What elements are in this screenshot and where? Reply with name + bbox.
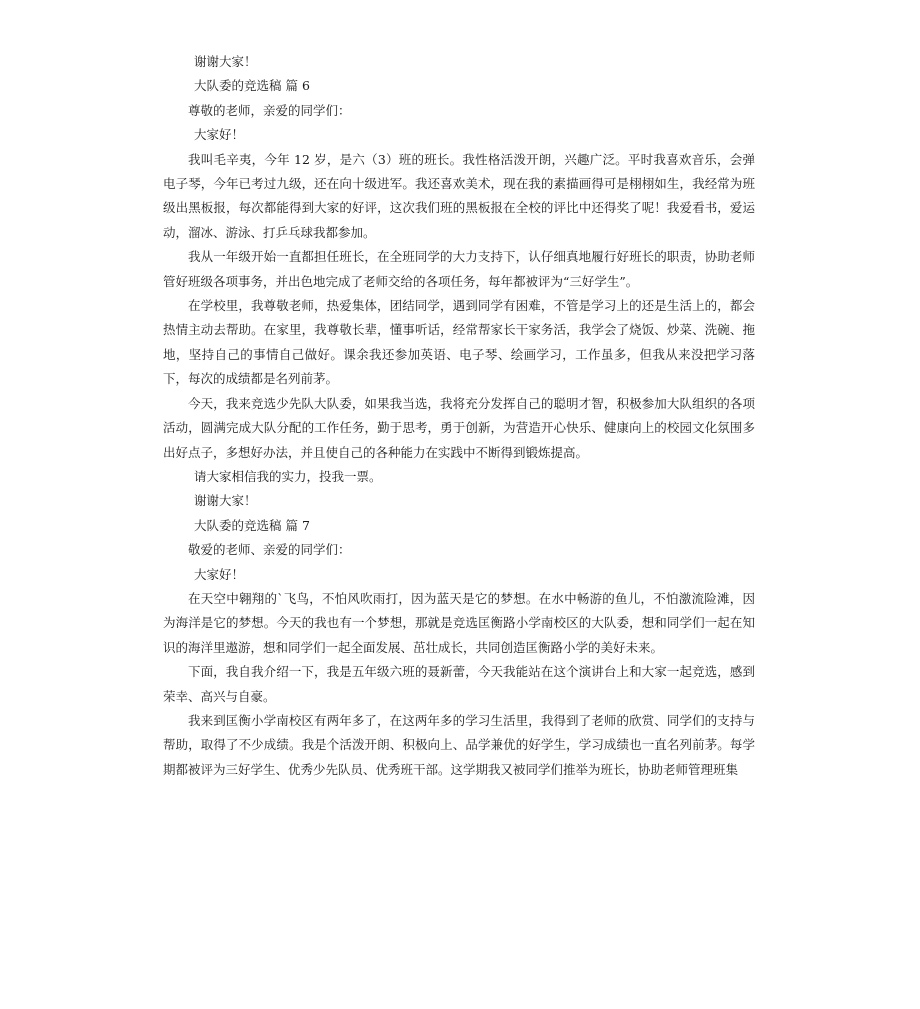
- document-page: [163, 50, 755, 782]
- section-title-7: 大队委的竞选稿 篇 7: [194, 517, 310, 533]
- paragraph-6-3: 在学校里，我尊敬老师，热爱集体，团结同学，遇到同学有困难，不管是学习上的还是生活上的，都会热情主动去帮助。在家里，我尊敬长辈，懂事听话，经常帮家长干家务活，我学会了烧饭、炒菜、洗碗、拖地，坚持自己的事情自己做好。课余我还参加英语、电子琴、绘画学习，工作虽多，但我从来没把学习落下，每次的成绩都是名列前茅。: [163, 298, 755, 387]
- paragraph-6-4: 今天，我来竞选少先队大队委，如果我当选，我将充分发挥自己的聪明才智，积极参加大队组织的各项活动，圆满完成大队分配的工作任务，勤于思考，勇于创新，为营造开心快乐、健康向上的校园文化氛围多出好点子，多想好办法，并且使自己的各种能力在实践中不断得到锻炼提高。: [163, 395, 755, 460]
- thanks-line-1: 谢谢大家！: [194, 54, 257, 69]
- paragraph-7-2: 下面，我自我介绍一下，我是五年级六班的聂新蕾，今天我能站在这个演讲台上和大家一起竞选，感到荣幸、高兴与自豪。: [163, 664, 755, 704]
- paragraph-7-1: 在天空中翱翔的`飞鸟，不怕风吹雨打，因为蓝天是它的梦想。在水中畅游的鱼儿，不怕激流险滩，因为海洋是它的梦想。今天的我也有一个梦想，那就是竞选匡衡路小学南校区的大队委，想和同学们一起在知识的海洋里遨游，想和同学们一起全面发展、茁壮成长，共同创造匡衡路小学的美好未来。: [163, 590, 755, 655]
- section-title-6: 大队委的竞选稿 篇 6: [194, 78, 310, 94]
- greeting-7: 敬爱的老师、亲爱的同学们：: [188, 542, 351, 558]
- paragraph-7-3: 我来到匡衡小学南校区有两年多了，在这两年多的学习生活里，我得到了老师的欣赏、同学们的支持与帮助，取得了不少成绩。我是个活泼开朗、积极向上、品学兼优的好学生，学习成绩也一直名列前茅。每学期都被评为三好学生、优秀少先队员、优秀班干部。这学期我又被同学们推举为班长，协助老师管理班集: [163, 712, 755, 777]
- paragraph-6-5: 请大家相信我的实力，投我一票。: [194, 468, 382, 484]
- paragraph-6-1: 我叫毛辛夷，今年 12 岁，是六（3）班的班长。我性格活泼开朗，兴趣广泛。平时我喜欢音乐，会弹电子琴，今年已考过九级，还在向十级进军。我还喜欢美术，现在我的素描画得可是栩栩如生，我经常为班级出黑板报，每次都能得到大家的好评，这次我们班的黑板报在全校的评比中还得奖了呢！我爱看书，爱运动，溜冰、游泳、打乒乓球我都参加。: [163, 151, 755, 240]
- greeting-6: 尊敬的老师，亲爱的同学们：: [188, 102, 351, 118]
- paragraph-6-2: 我从一年级开始一直都担任班长，在全班同学的大力支持下，认仔细真地履行好班长的职责，协助老师管好班级各项事务，并出色地完成了老师交给的各项任务，每年都被评为“三好学生”。: [163, 249, 755, 289]
- thanks-line-2: 谢谢大家！: [194, 493, 257, 509]
- hello-7: 大家好！: [194, 566, 245, 582]
- hello-6: 大家好！: [194, 127, 245, 143]
